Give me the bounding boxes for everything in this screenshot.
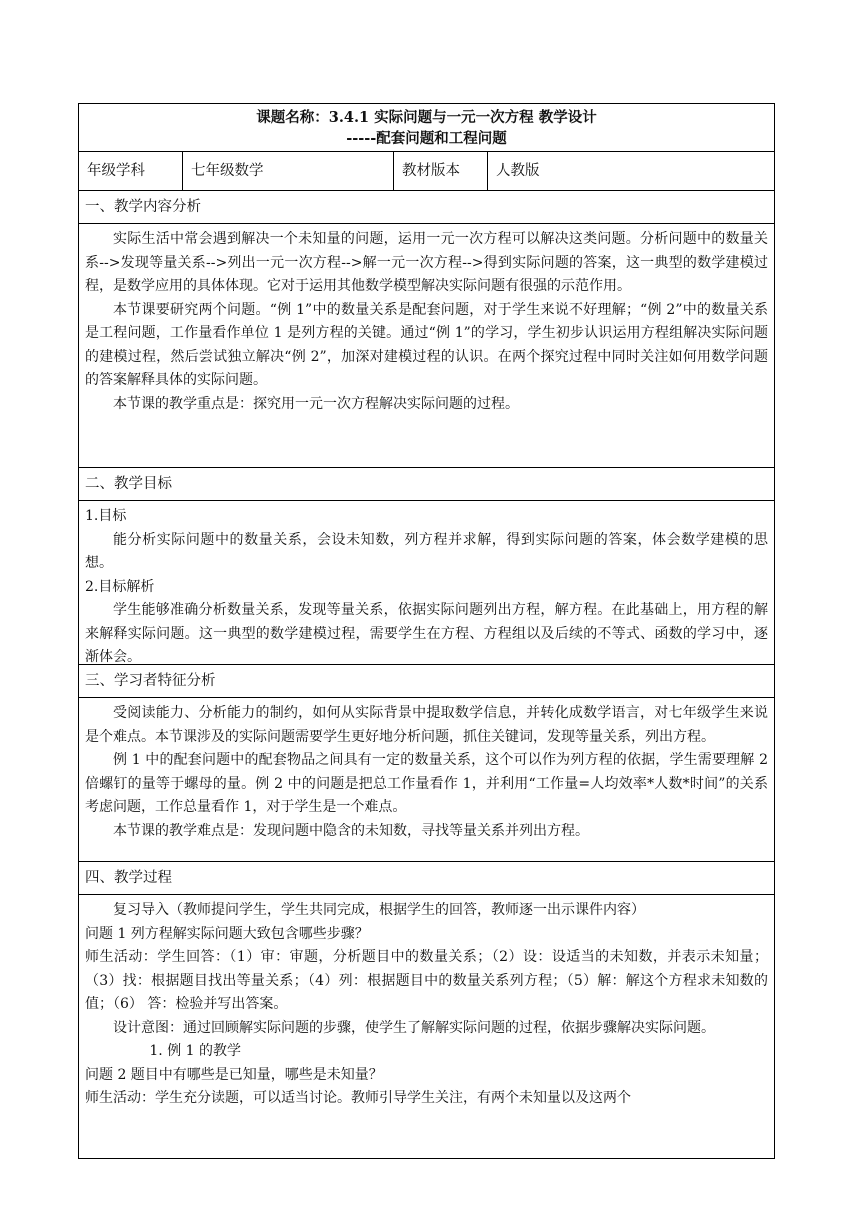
example-1-heading: 1. 例 1 的教学 bbox=[149, 1043, 242, 1059]
edition-value: 人教版 bbox=[496, 163, 540, 179]
title-row bbox=[79, 104, 774, 152]
info-row bbox=[79, 152, 774, 191]
title-sub: -----配套问题和工程问题 bbox=[346, 130, 507, 147]
objective-subheading: 1.目标 bbox=[85, 508, 127, 524]
grade-label: 年级学科 bbox=[79, 152, 183, 190]
design-intent: 设计意图：通过回顾解实际问题的步骤，使学生了解解实际问题的过程，依据步骤解决实际问题。 bbox=[113, 1019, 715, 1036]
question-1: 问题 1 列方程解实际问题大致包含哪些步骤？ bbox=[85, 925, 369, 942]
section4-heading: 四、教学过程 bbox=[79, 862, 774, 895]
section1-paragraph: 本节课的教学重点是：探究用一元一次方程解决实际问题的过程。 bbox=[113, 395, 519, 412]
section3-paragraph: 例 1 中的配套问题中的配套物品之间具有一定的数量关系，这个可以作为列方程的依据，学生需要理解 2 倍螺钉的量等于螺母的量。例 2 中的问题是把总工作量看作 1，并利用“工作量=人均效率*人数*时间”的关系考虑问题，工作总量看作 1，对于学生是一个难点。 bbox=[85, 752, 768, 815]
title-label: 课题名称： bbox=[256, 109, 329, 126]
section3-body bbox=[79, 698, 774, 862]
section3-paragraph: 本节课的教学难点是：发现问题中隐含的未知数，寻找等量关系并列出方程。 bbox=[113, 822, 589, 839]
section1-body bbox=[79, 224, 774, 468]
answer-1: 师生活动：学生回答：（1）审：审题，分析题目中的数量关系；（2）设：设适当的未知数，并表示未知量；（3）找：根据题目找出等量关系；（4）列：根据题目中的数量关系列方程；（5）解：解这个方程求未知数的值；（6） 答：检验并写出答案。 bbox=[85, 949, 768, 1012]
lesson-plan-table bbox=[78, 103, 775, 1159]
section2-body bbox=[79, 501, 774, 665]
question-2: 问题 2 题目中有哪些是已知量，哪些是未知量？ bbox=[85, 1066, 383, 1083]
section2-heading: 二、教学目标 bbox=[79, 468, 774, 501]
section3-heading: 三、学习者特征分析 bbox=[79, 665, 774, 698]
objective-analysis-text: 学生能够准确分析数量关系，发现等量关系，依据实际问题列出方程，解方程。在此基础上，用方程的解来解释实际问题。这一典型的数学建模过程，需要学生在方程、方程组以及后续的不等式、函数的学习中，逐渐体会。 bbox=[85, 602, 768, 665]
review-intro: 复习导入（教师提问学生，学生共同完成，根据学生的回答，教师逐一出示课件内容） bbox=[113, 902, 645, 918]
section4-body bbox=[79, 895, 774, 1158]
section1-paragraph: 实际生活中常会遇到解决一个未知量的问题，运用一元一次方程可以解决这类问题。分析问题中的数量关系-->发现等量关系-->列出一元一次方程-->解一元一次方程-->得到实际问题的答案，这一典型的数学建模过程，是数学应用的具体体现。它对于运用其他数学模型解决实际问题有很强的示范作用。 bbox=[85, 231, 768, 294]
section3-paragraph: 受阅读能力、分析能力的制约，如何从实际背景中提取数学信息，并转化成数学语言，对七年级学生来说是个难点。本节课涉及的实际问题需要学生更好地分析问题，抓住关键词，发现等量关系，列出方程。 bbox=[85, 705, 768, 745]
grade-value: 七年级数学 bbox=[183, 152, 394, 190]
objective-text: 能分析实际问题中的数量关系，会设未知数，列方程并求解，得到实际问题的答案，体会数学建模的思想。 bbox=[85, 531, 768, 571]
section1-heading: 一、教学内容分析 bbox=[79, 191, 774, 224]
answer-2: 师生活动：学生充分读题，可以适当讨论。教师引导学生关注，有两个未知量以及这两个 bbox=[85, 1090, 631, 1106]
title-main: 3.4.1 实际问题与一元一次方程 教学设计 bbox=[328, 109, 597, 126]
section1-paragraph: 本节课要研究两个问题。“例 1”中的数量关系是配套问题，对于学生来说不好理解；“例 2”中的数量关系是工程问题，工作量看作单位 1 是列方程的关键。通过“例 1”的学习，学生初步认识运用方程组解决实际问题的建模过程，然后尝试独立解决“例 2”，加深对建模过程的认识。在两个探究过程中同时关注如何用数学问题的答案解释具体的实际问题。 bbox=[85, 301, 768, 388]
objective-analysis-subheading: 2.目标解析 bbox=[85, 578, 155, 595]
edition-label: 教材版本 bbox=[394, 152, 488, 190]
